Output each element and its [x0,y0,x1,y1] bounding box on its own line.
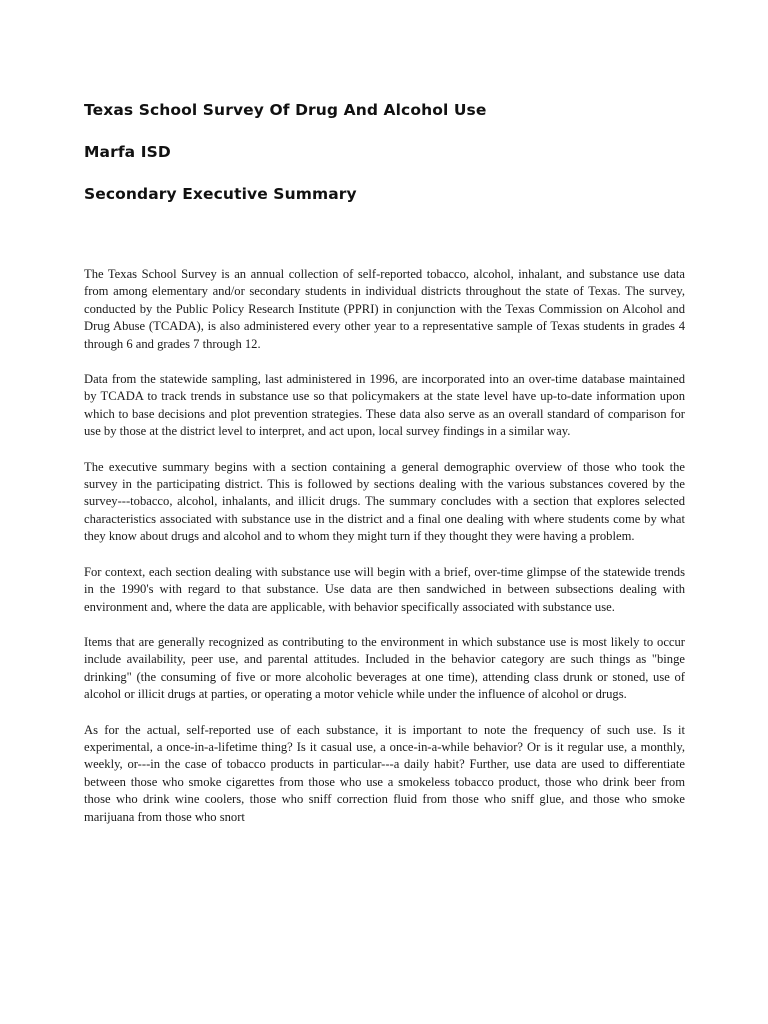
body-paragraph-6: As for the actual, self-reported use of each substance, it is important to note the frequency of such use. Is it experimental, a once-in-a-lifetime thing? Is it casual use, a once-in-a-while behavior? Or is it regular use, a monthly, weekly, or---in the case of tobacco products in particular---a daily habit? Further, use data are used to differentiate between those who smoke cigarettes from those who use a smokeless tobacco product, those who drink beer from those who drink wine coolers, those who sniff correction fluid from those who sniff glue, and those who smoke marijuana from those who snort [84,722,685,824]
body-paragraph-4: For context, each section dealing with substance use will begin with a brief, over-time glimpse of the statewide trends in the 1990's with regard to that substance. Use data are then sandwiched in between subsections dealing with environment and, where the data are applicable, with behavior specifically associated with substance use. [84,564,685,614]
body-paragraph-2: Data from the statewide sampling, last administered in 1996, are incorporated into an over-time database maintained by TCADA to track trends in substance use so that policymakers at the state level have up-to-date information upon which to base decisions and plot prevention strategies. These data also serve as an overall standard of comparison for use by those at the district level to interpret, and act upon, local survey findings in a similar way. [84,372,685,439]
body-paragraph-5: Items that are generally recognized as contributing to the environment in which substance use is most likely to occur include availability, peer use, and parental attitudes. Included in the behavior category are such things as "binge drinking" (the consuming of five or more alcoholic beverages at one time), attending class drunk or stoned, use of alcohol or illicit drugs at parties, or operating a motor vehicle while under the influence of alcohol or drugs. [84,634,685,702]
body-paragraph-1: The Texas School Survey is an annual collection of self-reported tobacco, alcohol, inhalant, and substance use data from among elementary and/or secondary students in individual districts throughout the state of Texas. The survey, conducted by the Public Policy Research Institute (PPRI) in conjunction with the Texas Commission on Alcohol and Drug Abuse (TCADA), is also administered every other year to a representative sample of Texas students in grades 4 through 6 and grades 7 through 12. [84,267,685,351]
report-type-heading: Secondary Executive Summary [84,185,357,203]
body-paragraph-3: The executive summary begins with a section containing a general demographic overview of those who took the survey in the participating district. This is followed by sections dealing with the various substances covered by the survey---tobacco, alcohol, inhalants, and illicit drugs. The summary concludes with a section that explores selected characteristics associated with substance use in the district and a final one dealing with where students come by what they know about drugs and alcohol and to whom they might turn if they thought they were having a problem. [84,459,685,544]
district-name: Marfa ISD [84,143,171,161]
document-content [84,0,685,826]
document-heading-block [84,0,685,204]
page-title: Texas School Survey Of Drug And Alcohol Use [84,101,487,119]
document-body [84,204,685,826]
